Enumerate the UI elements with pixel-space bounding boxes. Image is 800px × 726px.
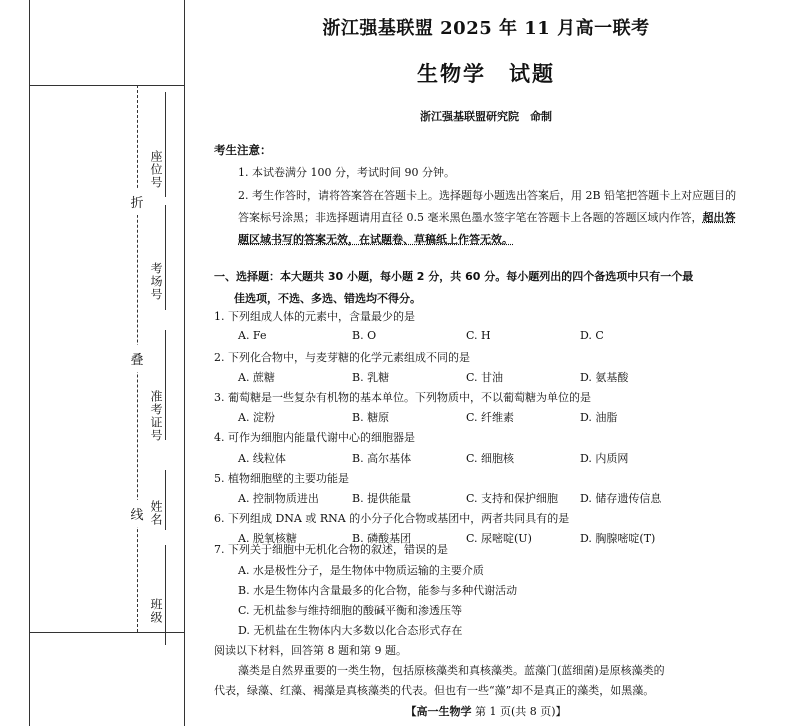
question-1-option-b: B. O (352, 329, 377, 342)
class-line[interactable] (165, 545, 166, 645)
question-4-option-c: C. 细胞核 (466, 452, 515, 465)
question-1-option-a: A. Fe (238, 329, 267, 342)
question-5-option-d: D. 储存遗传信息 (580, 492, 662, 505)
material-line-1: 藻类是自然界重要的一类生物，包括原核藻类和真核藻类。蓝藻门(蓝细菌)是原核藻类的 (238, 664, 665, 677)
question-3-option-d: D. 油脂 (580, 411, 618, 424)
fold-char-2: 叠 (125, 345, 149, 372)
fold-char-3: 线 (125, 500, 149, 527)
footer-subject: 【高一生物学 (405, 705, 472, 718)
section-1-line-2: 佳选项，不选、多选、错选均不得分。 (234, 292, 421, 305)
question-5-stem: 5. 植物细胞壁的主要功能是 (214, 472, 349, 485)
name-line[interactable] (165, 470, 166, 530)
admission-ticket-line[interactable] (165, 330, 166, 440)
exam-organizer: 浙江强基联盟研究院 命制 (420, 110, 552, 123)
question-7-stem: 7. 下列关于细胞中无机化合物的叙述，错误的是 (214, 543, 448, 556)
question-3-option-a: A. 淀粉 (238, 411, 275, 424)
footer-page-number: 第 1 页(共 8 页)】 (474, 705, 567, 718)
section-1-line-1: 一、选择题：本大题共 30 小题，每小题 2 分，共 60 分。每小题列出的四个备选项中只有一个最 (214, 270, 694, 283)
question-3-option-c: C. 纤维素 (466, 411, 515, 424)
question-4-stem: 4. 可作为细胞内能量代谢中心的细胞器是 (214, 431, 415, 444)
seat-number-label: 座位号 (149, 150, 163, 189)
question-1-option-d: D. C (580, 329, 604, 342)
question-7-option-b: B. 水是生物体内含量最多的化合物，能参与多种代谢活动 (238, 584, 518, 597)
binding-top-rule (29, 85, 185, 86)
question-5-option-b: B. 提供能量 (352, 492, 412, 505)
question-1-stem: 1. 下列组成人体的元素中，含量最少的是 (214, 310, 415, 323)
material-line-2: 代表，绿藻、红藻、褐藻是真核藻类的代表。但也有一些“藻”却不是真正的藻类，如黑藻。 (214, 684, 655, 697)
question-4-option-d: D. 内质网 (580, 452, 629, 465)
notice-item-2-text: 2. 考生作答时，请将答案答在答题卡上。选择题每小题选出答案后，用 2B 铅笔把答题卡上对应题目的答案标号涂黑；非选择题请用直径 0.5 毫米黑色墨水签字笔在答题卡上各题的答题区域内作答， (238, 189, 737, 224)
question-5-option-c: C. 支持和保护细胞 (466, 492, 559, 505)
question-6-stem: 6. 下列组成 DNA 或 RNA 的小分子化合物或基团中，两者共同具有的是 (214, 512, 570, 525)
binding-right-border (184, 0, 185, 726)
question-4-option-b: B. 高尔基体 (352, 452, 412, 465)
notice-item-1: 1. 本试卷满分 100 分，考试时间 90 分钟。 (238, 166, 455, 179)
material-intro: 阅读以下材料，回答第 8 题和第 9 题。 (214, 644, 407, 657)
question-6-option-a: A. 脱氧核糖 (238, 532, 297, 545)
exam-room-label: 考场号 (149, 262, 163, 301)
binding-bottom-rule (29, 632, 185, 633)
material-paragraph (214, 661, 788, 701)
notice-item-2 (238, 185, 743, 251)
question-2-option-b: B. 乳糖 (352, 371, 390, 384)
class-label: 班级 (149, 598, 163, 624)
question-7-option-c: C. 无机盐参与维持细胞的酸碱平衡和渗透压等 (238, 604, 463, 617)
question-6-option-d: D. 胸腺嘧啶(T) (580, 532, 656, 545)
question-6-option-b: B. 磷酸基团 (352, 532, 412, 545)
seat-number-line[interactable] (165, 92, 166, 197)
admission-ticket-label: 准考证号 (149, 390, 163, 442)
exam-title: 浙江强基联盟 2025 年 11 月高一联考 (322, 18, 650, 39)
question-3-option-b: B. 糖原 (352, 411, 390, 424)
binding-left-border (29, 0, 30, 726)
section-1-instructions (214, 266, 789, 310)
question-4-option-a: A. 线粒体 (238, 452, 286, 465)
notice-title: 考生注意： (214, 143, 272, 157)
question-5-option-a: A. 控制物质进出 (238, 492, 319, 505)
question-3-stem: 3. 葡萄糖是一些复杂有机物的基本单位。下列物质中，不以葡萄糖为单位的是 (214, 391, 591, 404)
page-footer (186, 703, 786, 719)
question-2-option-c: C. 甘油 (466, 371, 504, 384)
exam-room-line[interactable] (165, 205, 166, 310)
question-7-option-d: D. 无机盐在生物体内大多数以化合态形式存在 (238, 624, 463, 637)
question-2-option-a: A. 蔗糖 (238, 371, 275, 384)
question-2-stem: 2. 下列化合物中，与麦芽糖的化学元素组成不同的是 (214, 351, 470, 364)
question-7-option-a: A. 水是极性分子，是生物体中物质运输的主要介质 (238, 564, 484, 577)
question-6-option-c: C. 尿嘧啶(U) (466, 532, 532, 545)
notice-item-2-bold: 超出答题区域书写的答案无效，在试题卷、草稿纸上作答无效。 (238, 211, 736, 246)
question-1-option-c: C. H (466, 329, 491, 342)
question-2-option-d: D. 氨基酸 (580, 371, 629, 384)
exam-subtitle: 生物学 试题 (417, 61, 555, 86)
fold-char-1: 折 (125, 188, 149, 215)
name-label: 姓名 (149, 500, 163, 526)
